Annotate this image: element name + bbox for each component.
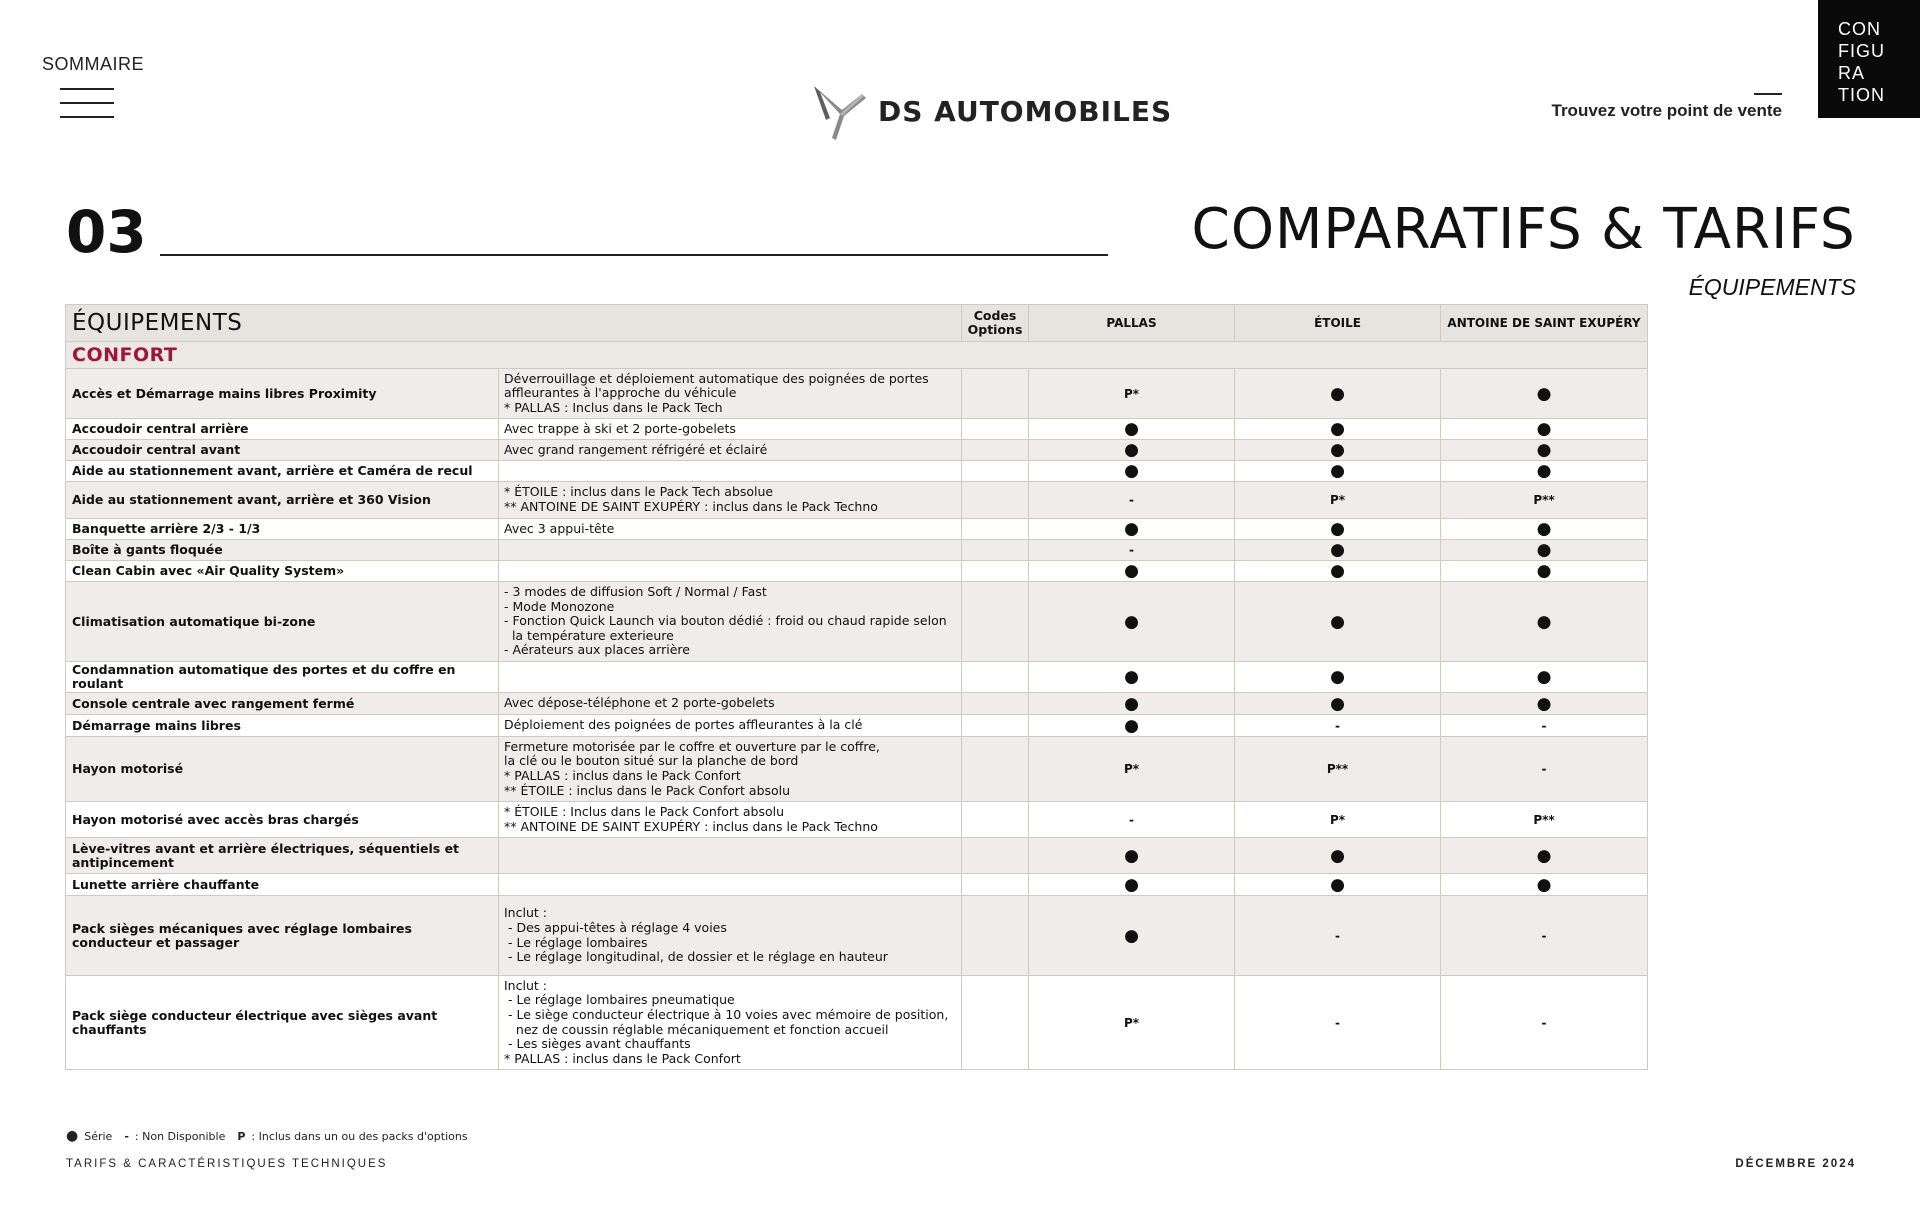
trim-availability: ● bbox=[1441, 519, 1648, 540]
trim-availability: ● bbox=[1441, 461, 1648, 482]
find-dealer-link[interactable]: Trouvez votre point de vente bbox=[1551, 101, 1782, 120]
page-subtitle: ÉQUIPEMENTS bbox=[1688, 274, 1856, 300]
trim-availability: P** bbox=[1235, 737, 1441, 802]
trim-availability: ● bbox=[1029, 519, 1235, 540]
trim-availability: ● bbox=[1029, 874, 1235, 896]
trim-header-antoine: ANTOINE DE SAINT EXUPÉRY bbox=[1441, 305, 1648, 342]
table-row bbox=[66, 369, 1648, 419]
table-row bbox=[66, 419, 1648, 440]
option-code bbox=[962, 369, 1029, 419]
trim-availability: ● bbox=[1441, 419, 1648, 440]
equipment-name: Hayon motorisé avec accès bras chargés bbox=[66, 802, 499, 838]
trim-availability: P** bbox=[1441, 802, 1648, 838]
footer-date: DÉCEMBRE 2024 bbox=[1735, 1158, 1856, 1170]
legend-label: : Non Disponible bbox=[134, 1129, 226, 1143]
trim-availability: - bbox=[1235, 976, 1441, 1070]
trim-availability: ● bbox=[1235, 874, 1441, 896]
equipment-description bbox=[499, 838, 962, 874]
codes-header-line: Options bbox=[967, 322, 1023, 337]
equipment-description bbox=[499, 662, 962, 693]
table-row bbox=[66, 693, 1648, 715]
equipment-description bbox=[499, 874, 962, 896]
legend-symbol: ● bbox=[66, 1128, 79, 1144]
table-row bbox=[66, 662, 1648, 693]
trim-availability: ● bbox=[1029, 419, 1235, 440]
equipment-description: * ÉTOILE : Inclus dans le Pack Confort absolu ** ANTOINE DE SAINT EXUPÉRY : inclus dans le Pack Techno bbox=[499, 802, 962, 838]
equipment-description: Inclut : - Des appui-têtes à réglage 4 voies - Le réglage lombaires - Le réglage longitudinal, de dossier et le réglage en hauteur bbox=[499, 896, 962, 976]
legend-symbol: - bbox=[124, 1129, 129, 1143]
trim-availability: P* bbox=[1235, 802, 1441, 838]
footer-document-title: TARIFS & CARACTÉRISTIQUES TECHNIQUES bbox=[66, 1158, 388, 1170]
table-row bbox=[66, 715, 1648, 737]
equipment-name: Clean Cabin avec «Air Quality System» bbox=[66, 561, 499, 582]
category-row bbox=[66, 342, 1648, 369]
legend-item bbox=[237, 1130, 467, 1143]
equipment-name: Démarrage mains libres bbox=[66, 715, 499, 737]
trim-availability: ● bbox=[1441, 369, 1648, 419]
option-code bbox=[962, 540, 1029, 561]
table-row bbox=[66, 440, 1648, 461]
dealer-link-rule bbox=[1754, 93, 1782, 95]
option-code bbox=[962, 582, 1029, 662]
option-code bbox=[962, 461, 1029, 482]
trim-availability: P* bbox=[1029, 369, 1235, 419]
trim-availability: ● bbox=[1235, 419, 1441, 440]
config-line: CON bbox=[1838, 19, 1881, 39]
trim-availability: ● bbox=[1029, 440, 1235, 461]
table-title: ÉQUIPEMENTS bbox=[66, 305, 962, 342]
trim-availability: ● bbox=[1029, 715, 1235, 737]
equipment-description bbox=[499, 461, 962, 482]
trim-availability: ● bbox=[1235, 540, 1441, 561]
equipment-name: Banquette arrière 2/3 - 1/3 bbox=[66, 519, 499, 540]
equipment-table bbox=[65, 304, 1648, 1070]
trim-availability: ● bbox=[1235, 369, 1441, 419]
brand-logo[interactable] bbox=[810, 80, 1172, 142]
equipment-description: Déploiement des poignées de portes affleurantes à la clé bbox=[499, 715, 962, 737]
legend-item bbox=[124, 1130, 225, 1143]
trim-availability: ● bbox=[1029, 582, 1235, 662]
equipment-name: Aide au stationnement avant, arrière et 360 Vision bbox=[66, 482, 499, 519]
sommaire-link[interactable]: SOMMAIRE bbox=[42, 54, 145, 74]
trim-availability: ● bbox=[1441, 561, 1648, 582]
equipment-description: - 3 modes de diffusion Soft / Normal / Fast - Mode Monozone - Fonction Quick Launch via bouton dédié : froid ou chaud rapide selon la température exterieure - Aérateurs aux places arrière bbox=[499, 582, 962, 662]
trim-availability: P* bbox=[1029, 976, 1235, 1070]
trim-availability: - bbox=[1029, 482, 1235, 519]
equipment-name: Lève-vitres avant et arrière électriques, séquentiels et antipincement bbox=[66, 838, 499, 874]
trim-availability: ● bbox=[1441, 838, 1648, 874]
trim-availability: P* bbox=[1235, 482, 1441, 519]
equipment-name: Aide au stationnement avant, arrière et Caméra de recul bbox=[66, 461, 499, 482]
option-code bbox=[962, 519, 1029, 540]
option-code bbox=[962, 874, 1029, 896]
table-row bbox=[66, 737, 1648, 802]
option-code bbox=[962, 715, 1029, 737]
trim-availability: ● bbox=[1441, 874, 1648, 896]
trim-availability: - bbox=[1029, 802, 1235, 838]
trim-availability: ● bbox=[1029, 896, 1235, 976]
equipment-description: Avec dépose-téléphone et 2 porte-gobelets bbox=[499, 693, 962, 715]
equipment-name: Hayon motorisé bbox=[66, 737, 499, 802]
trim-availability: ● bbox=[1029, 561, 1235, 582]
equipment-description: Avec grand rangement réfrigéré et éclairé bbox=[499, 440, 962, 461]
trim-availability: P** bbox=[1441, 482, 1648, 519]
equipment-description: Inclut : - Le réglage lombaires pneumatique - Le siège conducteur électrique à 10 voies avec mémoire de position, nez de coussin réglable mécaniquement et fonction accueil - Les sièges avant chauffants * PALLAS : inclus dans le Pack Confort bbox=[499, 976, 962, 1070]
equipment-description: Avec trappe à ski et 2 porte-gobelets bbox=[499, 419, 962, 440]
option-code bbox=[962, 482, 1029, 519]
option-code bbox=[962, 976, 1029, 1070]
trim-availability: ● bbox=[1441, 693, 1648, 715]
equipment-name: Accès et Démarrage mains libres Proximity bbox=[66, 369, 499, 419]
option-code bbox=[962, 662, 1029, 693]
config-line: FIGU bbox=[1838, 41, 1885, 61]
legend-label: Série bbox=[84, 1129, 113, 1143]
trim-availability: ● bbox=[1029, 461, 1235, 482]
option-code bbox=[962, 737, 1029, 802]
legend-item bbox=[66, 1128, 112, 1144]
trim-availability: ● bbox=[1235, 561, 1441, 582]
section-divider bbox=[160, 254, 1108, 256]
trim-availability: ● bbox=[1235, 461, 1441, 482]
equipment-description bbox=[499, 540, 962, 561]
legend bbox=[66, 1128, 480, 1144]
table-row bbox=[66, 802, 1648, 838]
trim-availability: ● bbox=[1235, 519, 1441, 540]
trim-availability: ● bbox=[1235, 582, 1441, 662]
trim-availability: ● bbox=[1441, 440, 1648, 461]
option-code bbox=[962, 838, 1029, 874]
legend-label: : Inclus dans un ou des packs d'options bbox=[251, 1129, 468, 1143]
table-row bbox=[66, 896, 1648, 976]
trim-header-pallas: PALLAS bbox=[1029, 305, 1235, 342]
equipment-description: Déverrouillage et déploiement automatique des poignées de portes affleurantes à l'approche du véhicule * PALLAS : Inclus dans le Pack Tech bbox=[499, 369, 962, 419]
trim-availability: - bbox=[1029, 540, 1235, 561]
option-code bbox=[962, 561, 1029, 582]
equipment-name: Lunette arrière chauffante bbox=[66, 874, 499, 896]
trim-availability: - bbox=[1441, 976, 1648, 1070]
trim-availability: ● bbox=[1029, 838, 1235, 874]
category-label: CONFORT bbox=[66, 342, 1648, 369]
equipment-name: Condamnation automatique des portes et du coffre en roulant bbox=[66, 662, 499, 693]
trim-availability: ● bbox=[1235, 838, 1441, 874]
option-code bbox=[962, 693, 1029, 715]
equipment-description: Fermeture motorisée par le coffre et ouverture par le coffre, la clé ou le bouton situé sur la planche de bord * PALLAS : inclus dans le Pack Confort ** ÉTOILE : inclus dans le Pack Confort absolu bbox=[499, 737, 962, 802]
codes-header-line: Codes bbox=[973, 308, 1017, 323]
codes-options-header bbox=[962, 305, 1029, 342]
equipment-description: Avec 3 appui-tête bbox=[499, 519, 962, 540]
option-code bbox=[962, 440, 1029, 461]
table-row bbox=[66, 482, 1648, 519]
trim-availability: - bbox=[1235, 896, 1441, 976]
trim-availability: ● bbox=[1235, 440, 1441, 461]
trim-availability: ● bbox=[1441, 662, 1648, 693]
table-row bbox=[66, 976, 1648, 1070]
equipment-name: Accoudoir central arrière bbox=[66, 419, 499, 440]
section-number: 03 bbox=[66, 198, 147, 266]
trim-availability: ● bbox=[1441, 582, 1648, 662]
table-row bbox=[66, 461, 1648, 482]
legend-symbol: P bbox=[237, 1129, 246, 1143]
page-title: COMPARATIFS & TARIFS bbox=[1191, 197, 1856, 262]
hamburger-menu-icon[interactable] bbox=[60, 88, 114, 118]
config-line: RA bbox=[1838, 63, 1866, 83]
table-row bbox=[66, 561, 1648, 582]
option-code bbox=[962, 802, 1029, 838]
equipment-name: Pack siège conducteur électrique avec sièges avant chauffants bbox=[66, 976, 499, 1070]
trim-availability: - bbox=[1441, 715, 1648, 737]
table-row bbox=[66, 540, 1648, 561]
table-row bbox=[66, 519, 1648, 540]
brand-name: DS AUTOMOBILES bbox=[878, 94, 1173, 128]
trim-availability: ● bbox=[1029, 693, 1235, 715]
equipment-name: Boîte à gants floquée bbox=[66, 540, 499, 561]
config-line: TION bbox=[1838, 85, 1885, 105]
table-row bbox=[66, 582, 1648, 662]
trim-header-etoile: ÉTOILE bbox=[1235, 305, 1441, 342]
table-row bbox=[66, 838, 1648, 874]
option-code bbox=[962, 896, 1029, 976]
trim-availability: ● bbox=[1441, 540, 1648, 561]
trim-availability: - bbox=[1441, 737, 1648, 802]
equipment-name: Climatisation automatique bi-zone bbox=[66, 582, 499, 662]
trim-availability: ● bbox=[1235, 693, 1441, 715]
trim-availability: ● bbox=[1029, 662, 1235, 693]
equipment-name: Console centrale avec rangement fermé bbox=[66, 693, 499, 715]
equipment-name: Pack sièges mécaniques avec réglage lombaires conducteur et passager bbox=[66, 896, 499, 976]
table-row bbox=[66, 874, 1648, 896]
option-code bbox=[962, 419, 1029, 440]
table-header-row bbox=[66, 305, 1648, 342]
trim-availability: - bbox=[1441, 896, 1648, 976]
trim-availability: - bbox=[1235, 715, 1441, 737]
equipment-description: * ÉTOILE : inclus dans le Pack Tech absolue ** ANTOINE DE SAINT EXUPÉRY : inclus dans le Pack Techno bbox=[499, 482, 962, 519]
trim-availability: ● bbox=[1235, 662, 1441, 693]
ds-logo-icon bbox=[810, 80, 870, 142]
trim-availability: P* bbox=[1029, 737, 1235, 802]
equipment-description bbox=[499, 561, 962, 582]
equipment-name: Accoudoir central avant bbox=[66, 440, 499, 461]
configuration-button[interactable] bbox=[1818, 0, 1920, 118]
